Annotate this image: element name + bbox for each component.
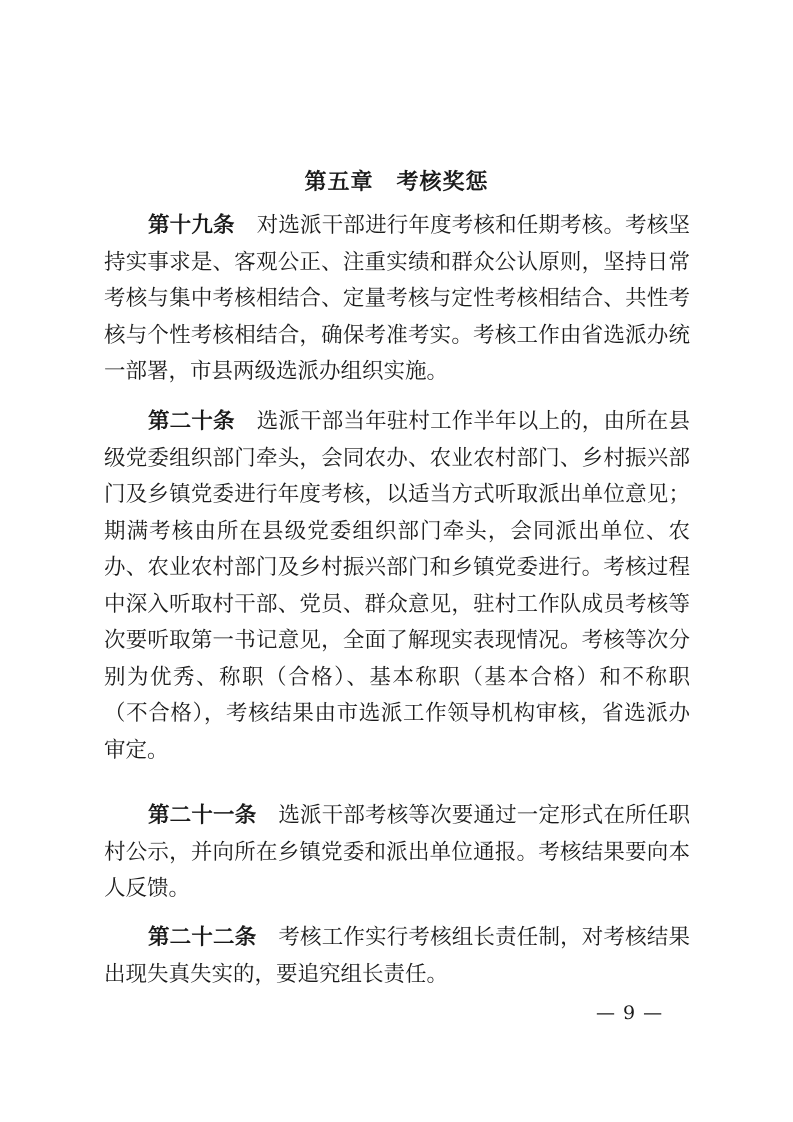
page-number: — 9 —: [596, 1002, 664, 1024]
article-text: 选派干部考核等次要通过一定形式在所任职村公示，并向所在乡镇党委和派出单位通报。考核结果要向本人反馈。: [104, 803, 690, 901]
article-text: 选派干部当年驻村工作半年以上的，由所在县级党委组织部门牵头，会同农办、农业农村部门、乡村振兴部门及乡镇党委进行年度考核，以适当方式听取派出单位意见；期满考核由所在县级党委组织部门牵头，会同派出单位、农办、农业农村部门及乡村振兴部门和乡镇党委进行。考核过程中深入听取村干部、党员、群众意见，驻村工作队成员考核等次要听取第一书记意见，全面了解现实表现情况。考核等次分别为优秀、称职（合格）、基本称职（基本合格）和不称职（不合格），考核结果由市选派工作领导机构审核，省选派办审定。: [104, 409, 690, 763]
article-20: [104, 404, 690, 769]
article-text: 对选派干部进行年度考核和任期考核。考核坚持实事求是、客观公正、注重实绩和群众公认原则，坚持日常考核与集中考核相结合、定量考核与定性考核相结合、共性考核与个性考核相结合，确保考准考实。考核工作由省选派办统一部署，市县两级选派办组织实施。: [104, 213, 690, 384]
article-19: [104, 208, 690, 391]
article-text: 考核工作实行考核组长责任制，对考核结果出现失真失实的，要追究组长责任。: [104, 925, 690, 987]
article-22: [104, 920, 690, 993]
article-number: 第二十条: [148, 409, 235, 434]
article-number: 第十九条: [148, 213, 235, 238]
article-21: [104, 798, 690, 908]
chapter-title: 第五章 考核奖惩: [304, 169, 489, 195]
article-number: 第二十一条: [148, 803, 257, 828]
article-number: 第二十二条: [148, 925, 257, 950]
